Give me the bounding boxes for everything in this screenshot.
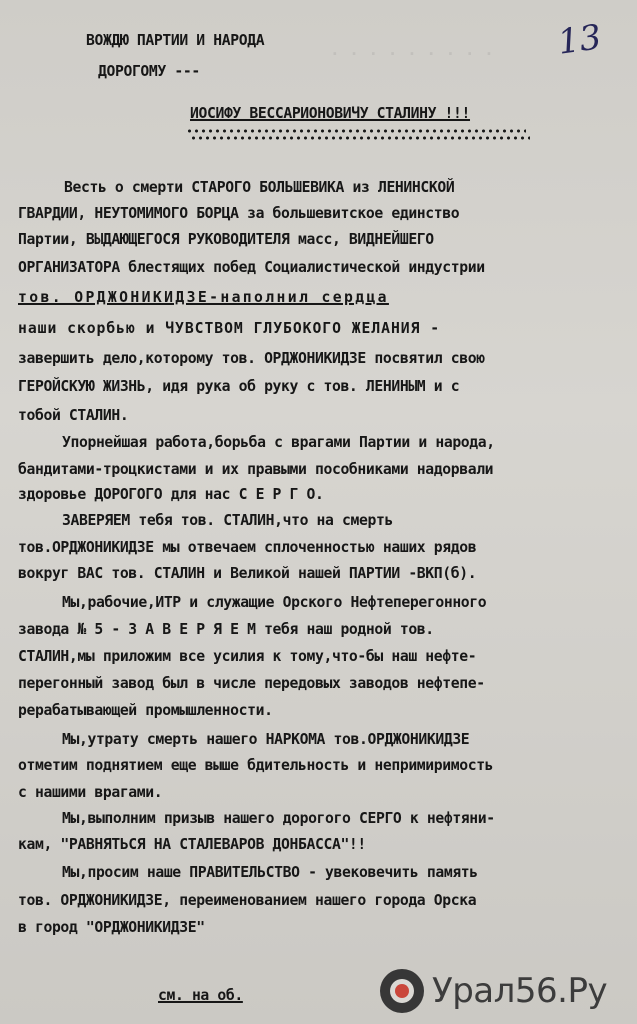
body-line: Мы,утрату смерть нашего НАРКОМА тов.ОРДЖОНИКИДЗЕ xyxy=(62,730,470,748)
body-line: здоровье ДОРОГОГО для нас С Е Р Г О. xyxy=(18,485,324,503)
body-line: перегонный завод был в числе передовых заводов нефтепе- xyxy=(18,674,485,692)
body-line: кам, "РАВНЯТЬСЯ НА СТАЛЕВАРОВ ДОНБАССА"!! xyxy=(18,835,366,853)
body-line: Мы,выполним призыв нашего дорогого СЕРГО к нефтяни- xyxy=(62,809,495,827)
body-line: вокруг ВАС тов. СТАЛИН и Великой нашей ПАРТИИ -ВКП(б). xyxy=(18,564,477,582)
body-line: в город "ОРДЖОНИКИДЗЕ" xyxy=(18,918,205,936)
body-line: Упорнейшая работа,борьба с врагами Партии и народа, xyxy=(62,433,495,451)
body-line: рерабатывающей промышленности. xyxy=(18,701,273,719)
body-line: наши скорбью и ЧУВСТВОМ ГЛУБОКОГО ЖЕЛАНИЯ - xyxy=(18,319,441,337)
footer-note: см. на об. xyxy=(158,986,243,1004)
header-line-2: ДОРОГОМУ --- xyxy=(98,62,200,80)
body-line: с нашими врагами. xyxy=(18,783,163,801)
body-line: тов. ОРДЖОНИКИДЗЕ, переименованием нашего города Орска xyxy=(18,891,477,909)
bleed-through-text: . . . . . . . . . xyxy=(330,40,494,59)
body-line: ГЕРОЙСКУЮ ЖИЗНЬ, идя рука об руку с тов. ЛЕНИНЫМ и с xyxy=(18,377,460,395)
body-line: завершить дело,которому тов. ОРДЖОНИКИДЗЕ посвятил свою xyxy=(18,349,485,367)
page-number: 13 xyxy=(555,17,604,63)
dotted-rule-2 xyxy=(190,135,530,141)
body-line: Мы,просим наше ПРАВИТЕЛЬСТВО - увековечить память xyxy=(62,863,478,881)
watermark-logo xyxy=(380,966,625,1016)
body-line: ЗАВЕРЯЕМ тебя тов. СТАЛИН,что на смерть xyxy=(62,511,393,529)
body-line: Весть о смерти СТАРОГО БОЛЬШЕВИКА из ЛЕНИНСКОЙ xyxy=(64,178,455,196)
body-line: Партии, ВЫДАЮЩЕГОСЯ РУКОВОДИТЕЛЯ масс, ВИДНЕЙШЕГО xyxy=(18,230,434,248)
watermark-text: Урал56.Ру xyxy=(432,971,608,1011)
logo-icon xyxy=(380,969,424,1013)
body-line: СТАЛИН,мы приложим все усилия к тому,что-бы наш нефте- xyxy=(18,647,477,665)
body-line: завода № 5 - З А В Е Р Я Е М тебя наш родной тов. xyxy=(18,620,434,638)
body-line: тов. ОРДЖОНИКИДЗЕ-наполнил сердца xyxy=(18,288,389,306)
dotted-rule xyxy=(186,128,526,134)
header-line-1: ВОЖДЮ ПАРТИИ И НАРОДА xyxy=(86,31,265,49)
body-line: ОРГАНИЗАТОРА блестящих побед Социалистической индустрии xyxy=(18,258,485,276)
addressee: ИОСИФУ ВЕССАРИОНОВИЧУ СТАЛИНУ !!! xyxy=(190,104,471,122)
body-line: тов.ОРДЖОНИКИДЗЕ мы отвечаем сплоченностью наших рядов xyxy=(18,538,477,556)
body-line: отметим поднятием еще выше бдительность и непримиримость xyxy=(18,756,494,774)
body-line: ГВАРДИИ, НЕУТОМИМОГО БОРЦА за большевитское единство xyxy=(18,204,460,222)
body-line: бандитами-троцкистами и их правыми пособниками надорвали xyxy=(18,460,494,478)
body-line: тобой СТАЛИН. xyxy=(18,406,129,424)
body-line: Мы,рабочие,ИТР и служащие Орского Нефтеперегонного xyxy=(62,593,487,611)
